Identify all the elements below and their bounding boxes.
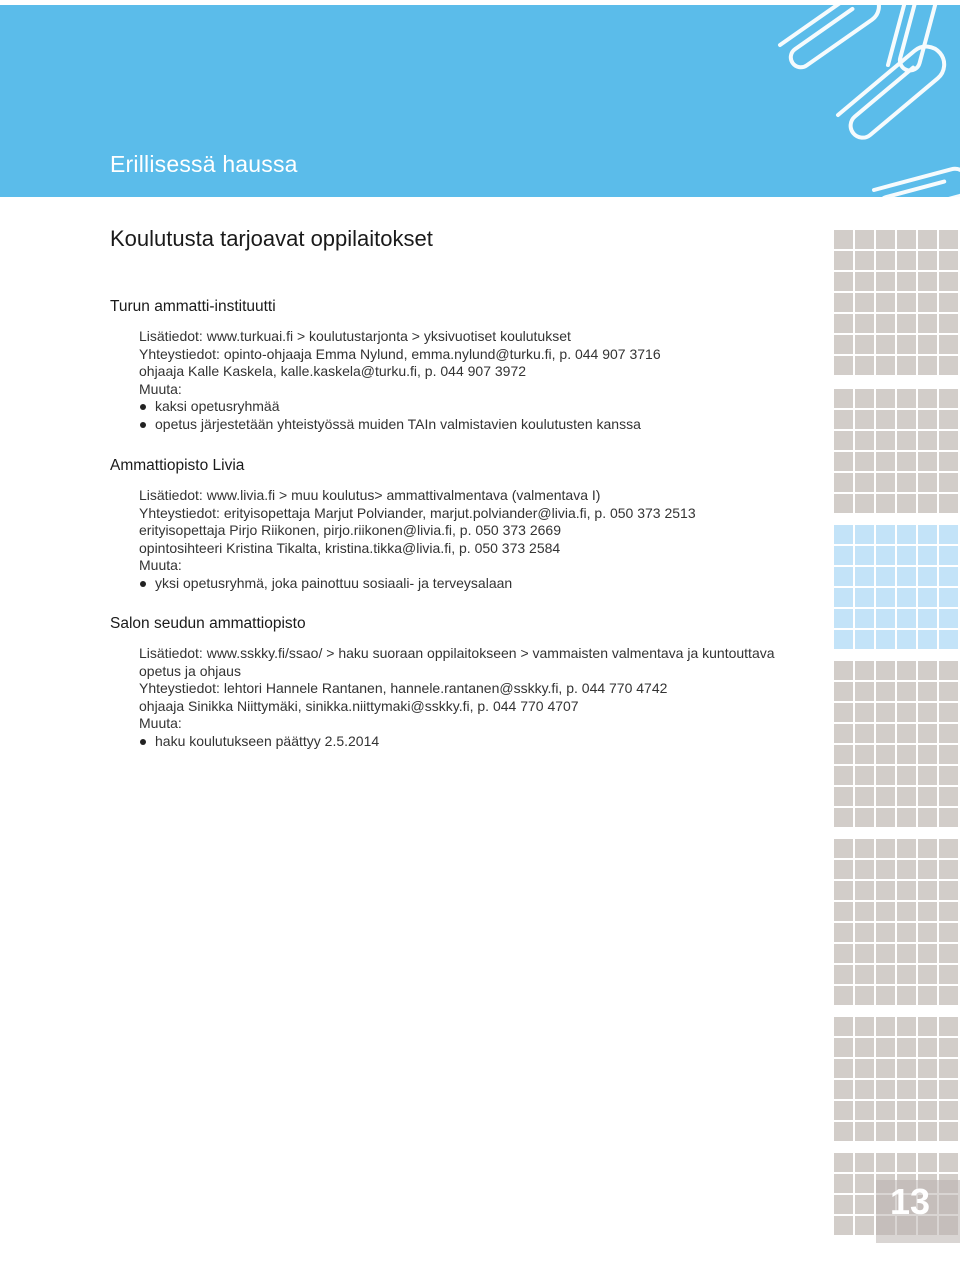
grid-cell: [834, 314, 853, 333]
grid-cell: [939, 1122, 958, 1141]
grid-cell: [918, 766, 937, 785]
grid-cell: [897, 410, 916, 429]
grid-cell: [876, 356, 895, 375]
grid-cell: [834, 609, 853, 628]
section-livia: [110, 457, 830, 592]
grid-cell: [918, 588, 937, 607]
grid-cell: [897, 567, 916, 586]
grid-cell: [834, 682, 853, 701]
grid-cell: [918, 661, 937, 680]
grid-cell: [939, 525, 958, 544]
grid-cell: [897, 335, 916, 354]
grid-cell: [834, 1101, 853, 1120]
grid-cell: [834, 1059, 853, 1078]
grid-cell: [897, 944, 916, 963]
grid-cell: [855, 745, 874, 764]
grid-cell: [939, 923, 958, 942]
bullet-list: [139, 398, 830, 433]
grid-cell: [939, 1080, 958, 1099]
decorative-grid: [834, 230, 960, 1260]
grid-cell: [918, 410, 937, 429]
grid-cell: [834, 431, 853, 450]
contact-line: opintosihteeri Kristina Tikalta, kristina.tikka@livia.fi, p. 050 373 2584: [139, 539, 561, 556]
grid-cell: [918, 314, 937, 333]
grid-cell: [876, 452, 895, 471]
grid-cell: [897, 293, 916, 312]
grid-cell: [918, 630, 937, 649]
list-item: haku koulutukseen päättyy 2.5.2014: [139, 733, 830, 751]
grid-cell: [897, 724, 916, 743]
grid-cell: [897, 1059, 916, 1078]
grid-cell: [897, 766, 916, 785]
grid-cell: [897, 1101, 916, 1120]
grid-cell: [939, 881, 958, 900]
grid-cell: [855, 546, 874, 565]
grid-cell: [939, 682, 958, 701]
grid-cell: [834, 923, 853, 942]
grid-cell: [897, 1038, 916, 1057]
grid-cell: [918, 860, 937, 879]
grid-cell: [918, 1059, 937, 1078]
grid-cell: [897, 860, 916, 879]
grid-cell: [876, 1059, 895, 1078]
grid-cell: [855, 986, 874, 1005]
grid-cell: [939, 902, 958, 921]
grid-cell: [918, 682, 937, 701]
grid-cell: [855, 525, 874, 544]
grid-cell: [918, 944, 937, 963]
grid-cell: [876, 630, 895, 649]
grid-cell: [834, 1017, 853, 1036]
grid-cell: [834, 860, 853, 879]
grid-cell: [834, 567, 853, 586]
grid-cell: [939, 1038, 958, 1057]
grid-cell: [876, 839, 895, 858]
grid-cell: [834, 473, 853, 492]
bullet-icon: [140, 581, 146, 587]
grid-cell: [897, 431, 916, 450]
grid-cell: [897, 923, 916, 942]
contact-line: Yhteystiedot: lehtori Hannele Rantanen, hannele.rantanen@sskky.fi, p. 044 770 4742: [139, 680, 668, 696]
grid-cell: [939, 494, 958, 513]
grid-cell: [855, 682, 874, 701]
grid-cell: [897, 902, 916, 921]
list-item: yksi opetusryhmä, joka painottuu sosiaali- ja terveysalaan: [139, 575, 830, 593]
grid-cell: [918, 986, 937, 1005]
grid-cell: [855, 1101, 874, 1120]
page-title: Koulutusta tarjoavat oppilaitokset: [110, 226, 433, 251]
grid-cell: [918, 745, 937, 764]
grid-cell: [939, 860, 958, 879]
grid-cell: [918, 293, 937, 312]
grid-cell: [939, 745, 958, 764]
grid-cell: [855, 808, 874, 827]
grid-cell: [918, 1122, 937, 1141]
grid-cell: [855, 860, 874, 879]
grid-cell: [939, 766, 958, 785]
grid-cell: [939, 808, 958, 827]
grid-cell: [918, 431, 937, 450]
grid-cell: [876, 525, 895, 544]
grid-cell: [939, 588, 958, 607]
grid-cell: [918, 1101, 937, 1120]
grid-cell: [855, 494, 874, 513]
grid-cell: [876, 567, 895, 586]
grid-cell: [897, 546, 916, 565]
other-label: Muuta:: [139, 557, 182, 573]
grid-cell: [876, 1122, 895, 1141]
grid-cell: [897, 1153, 916, 1172]
grid-cell: [918, 1153, 937, 1172]
grid-cell: [855, 661, 874, 680]
grid-cell: [834, 452, 853, 471]
grid-cell: [897, 452, 916, 471]
grid-cell: [834, 881, 853, 900]
grid-cell: [834, 808, 853, 827]
grid-cell: [855, 410, 874, 429]
grid-cell: [855, 1017, 874, 1036]
grid-cell: [876, 1101, 895, 1120]
grid-cell: [918, 251, 937, 270]
grid-cell: [876, 389, 895, 408]
grid-cell: [834, 630, 853, 649]
grid-cell: [834, 745, 853, 764]
grid-cell: [855, 839, 874, 858]
grid-cell: [876, 1153, 895, 1172]
section-salo: [110, 615, 830, 750]
grid-cell: [876, 703, 895, 722]
grid-cell: [855, 609, 874, 628]
grid-cell: [855, 724, 874, 743]
grid-cell: [918, 787, 937, 806]
grid-cell: [855, 588, 874, 607]
grid-cell: [897, 494, 916, 513]
grid-cell: [855, 1038, 874, 1057]
grid-cell: [834, 839, 853, 858]
grid-cell: [918, 494, 937, 513]
grid-cell: [939, 356, 958, 375]
grid-cell: [834, 1216, 853, 1235]
grid-cell: [897, 389, 916, 408]
grid-cell: [834, 902, 853, 921]
grid-cell: [876, 293, 895, 312]
grid-cell: [918, 567, 937, 586]
grid-cell: [897, 745, 916, 764]
grid-cell: [918, 965, 937, 984]
grid-cell: [897, 251, 916, 270]
grid-cell: [918, 230, 937, 249]
section-body: [139, 487, 830, 592]
grid-cell: [855, 766, 874, 785]
grid-cell: [834, 965, 853, 984]
grid-cell: [897, 525, 916, 544]
bullet-icon: [140, 739, 146, 745]
grid-cell: [834, 230, 853, 249]
grid-cell: [855, 787, 874, 806]
grid-cell: [918, 525, 937, 544]
grid-cell: [939, 272, 958, 291]
grid-cell: [939, 452, 958, 471]
grid-cell: [897, 1017, 916, 1036]
grid-cell: [939, 944, 958, 963]
grid-cell: [939, 787, 958, 806]
grid-cell: [876, 410, 895, 429]
grid-cell: [855, 293, 874, 312]
contact-line: Yhteystiedot: opinto-ohjaaja Emma Nylund, emma.nylund@turku.fi, p. 044 907 3716: [139, 345, 661, 362]
grid-cell: [855, 251, 874, 270]
grid-cell: [855, 944, 874, 963]
grid-cell: [855, 431, 874, 450]
grid-cell: [834, 1038, 853, 1057]
grid-cell: [855, 356, 874, 375]
grid-cell: [939, 473, 958, 492]
grid-cell: [939, 839, 958, 858]
bullet-list: [139, 575, 830, 593]
grid-cell: [876, 745, 895, 764]
grid-cell: [834, 1153, 853, 1172]
grid-cell: [876, 251, 895, 270]
bullet-list: [139, 733, 830, 751]
grid-cell: [876, 588, 895, 607]
grid-cell: [855, 881, 874, 900]
grid-cell: [876, 431, 895, 450]
grid-cell: [876, 494, 895, 513]
grid-cell: [876, 766, 895, 785]
contact-line: ohjaaja Sinikka Niittymäki, sinikka.niittymaki@sskky.fi, p. 044 770 4707: [139, 697, 579, 714]
section-title: Ammattiopisto Livia: [110, 457, 245, 474]
grid-cell: [876, 860, 895, 879]
grid-cell: [834, 494, 853, 513]
grid-cell: [876, 473, 895, 492]
grid-cell: [897, 986, 916, 1005]
grid-cell: [876, 1080, 895, 1099]
grid-cell: [939, 251, 958, 270]
contact-line: erityisopettaja Pirjo Riikonen, pirjo.riikonen@livia.fi, p. 050 373 2669: [139, 522, 561, 538]
grid-cell: [855, 389, 874, 408]
grid-cell: [855, 230, 874, 249]
grid-cell: [876, 944, 895, 963]
grid-cell: [855, 314, 874, 333]
grid-cell: [834, 787, 853, 806]
grid-cell: [834, 724, 853, 743]
grid-cell: [918, 881, 937, 900]
grid-cell: [897, 965, 916, 984]
grid-cell: [939, 293, 958, 312]
grid-cell: [876, 1038, 895, 1057]
grid-cell: [834, 356, 853, 375]
grid-cell: [897, 682, 916, 701]
grid-cell: [834, 251, 853, 270]
grid-cell: [939, 703, 958, 722]
grid-cell: [918, 546, 937, 565]
grid-cell: [897, 808, 916, 827]
grid-cell: [939, 546, 958, 565]
grid-cell: [834, 703, 853, 722]
grid-cell: [918, 1080, 937, 1099]
grid-cell: [939, 1017, 958, 1036]
grid-cell: [876, 902, 895, 921]
grid-cell: [918, 902, 937, 921]
grid-cell: [897, 272, 916, 291]
grid-cell: [834, 410, 853, 429]
grid-cell: [834, 546, 853, 565]
grid-cell: [939, 431, 958, 450]
grid-cell: [855, 703, 874, 722]
bullet-icon: [140, 422, 146, 428]
grid-cell: [897, 839, 916, 858]
grid-cell: [876, 335, 895, 354]
grid-cell: [855, 1153, 874, 1172]
contact-line: ohjaaja Kalle Kaskela, kalle.kaskela@turku.fi, p. 044 907 3972: [139, 363, 527, 379]
grid-cell: [855, 1080, 874, 1099]
grid-cell: [876, 1017, 895, 1036]
list-item: kaksi opetusryhmää: [139, 398, 830, 416]
grid-cell: [876, 609, 895, 628]
grid-cell: [876, 661, 895, 680]
grid-cell: [834, 293, 853, 312]
grid-cell: [834, 986, 853, 1005]
grid-cell: [855, 630, 874, 649]
grid-cell: [834, 525, 853, 544]
grid-cell: [897, 1122, 916, 1141]
page-number: 13: [889, 1181, 931, 1222]
grid-cell: [939, 724, 958, 743]
grid-cell: [939, 410, 958, 429]
grid-cell: [939, 230, 958, 249]
grid-cell: [939, 965, 958, 984]
grid-cell: [897, 356, 916, 375]
grid-cell: [897, 230, 916, 249]
grid-cell: [876, 230, 895, 249]
grid-cell: [855, 902, 874, 921]
grid-cell: [897, 703, 916, 722]
grid-cell: [855, 1059, 874, 1078]
contact-line: Yhteystiedot: erityisopettaja Marjut Polviander, marjut.polviander@livia.fi, p. 050 373 2513: [139, 504, 696, 521]
grid-cell: [939, 335, 958, 354]
grid-cell: [918, 473, 937, 492]
grid-cell: [834, 1174, 853, 1193]
grid-cell: [834, 1122, 853, 1141]
grid-cell: [834, 335, 853, 354]
grid-cell: [855, 335, 874, 354]
grid-cell: [939, 609, 958, 628]
grid-cell: [855, 1122, 874, 1141]
grid-cell: [834, 389, 853, 408]
grid-cell: [834, 766, 853, 785]
bullet-icon: [140, 404, 146, 410]
grid-cell: [834, 1080, 853, 1099]
grid-cell: [918, 1017, 937, 1036]
grid-cell: [876, 923, 895, 942]
info-line: opetus ja ohjaus: [139, 662, 241, 679]
info-line: Lisätiedot: www.turkuai.fi > koulutustarjonta > yksivuotiset koulutukset: [139, 328, 571, 344]
grid-cell: [897, 787, 916, 806]
grid-cell: [918, 703, 937, 722]
grid-cell: [876, 965, 895, 984]
grid-cell: [855, 473, 874, 492]
grid-cell: [939, 314, 958, 333]
info-line: Lisätiedot: www.sskky.fi/ssao/ > haku suoraan oppilaitokseen > vammaisten valmentava ja kuntouttava: [139, 645, 775, 661]
grid-cell: [855, 567, 874, 586]
grid-cell: [876, 881, 895, 900]
section-body: [139, 328, 830, 433]
grid-cell: [876, 787, 895, 806]
grid-cell: [897, 473, 916, 492]
grid-cell: [876, 546, 895, 565]
section-body: [139, 645, 830, 750]
grid-cell: [939, 567, 958, 586]
grid-cell: [918, 335, 937, 354]
grid-cell: [834, 944, 853, 963]
paperclip-decoration: [660, 5, 960, 197]
grid-cell: [876, 724, 895, 743]
grid-cell: [918, 609, 937, 628]
section-title: Turun ammatti-instituutti: [110, 298, 276, 315]
grid-cell: [918, 808, 937, 827]
grid-cell: [834, 588, 853, 607]
grid-cell: [918, 724, 937, 743]
header-banner: [0, 5, 960, 197]
grid-cell: [897, 881, 916, 900]
grid-cell: [939, 1059, 958, 1078]
grid-cell: [834, 272, 853, 291]
grid-cell: [939, 389, 958, 408]
section-title: Salon seudun ammattiopisto: [110, 615, 306, 632]
grid-cell: [918, 389, 937, 408]
grid-cell: [876, 272, 895, 291]
other-label: Muuta:: [139, 380, 182, 397]
banner-title: Erillisessä haussa: [110, 151, 298, 177]
grid-cell: [897, 661, 916, 680]
grid-cell: [939, 1101, 958, 1120]
grid-cell: [876, 986, 895, 1005]
grid-cell: [834, 661, 853, 680]
grid-cell: [918, 272, 937, 291]
grid-cell: [855, 272, 874, 291]
grid-cell: [939, 661, 958, 680]
grid-cell: [834, 1195, 853, 1214]
grid-cell: [918, 923, 937, 942]
grid-cell: [897, 630, 916, 649]
grid-cell: [918, 839, 937, 858]
grid-cell: [918, 452, 937, 471]
grid-cell: [939, 630, 958, 649]
info-line: Lisätiedot: www.livia.fi > muu koulutus> ammattivalmentava (valmentava I): [139, 487, 601, 503]
grid-cell: [897, 314, 916, 333]
grid-cell: [918, 356, 937, 375]
grid-cell: [918, 1038, 937, 1057]
grid-cell: [876, 314, 895, 333]
grid-cell: [897, 588, 916, 607]
grid-cell: [897, 609, 916, 628]
grid-cell: [939, 986, 958, 1005]
grid-cell: [876, 682, 895, 701]
grid-cell: [876, 808, 895, 827]
grid-cell: [855, 452, 874, 471]
section-turku: [110, 298, 830, 433]
grid-cell: [897, 1080, 916, 1099]
other-label: Muuta:: [139, 715, 182, 731]
grid-cell: [855, 965, 874, 984]
list-item: opetus järjestetään yhteistyössä muiden TAIn valmistavien koulutusten kanssa: [139, 416, 830, 434]
grid-cell: [855, 923, 874, 942]
grid-cell: [939, 1153, 958, 1172]
